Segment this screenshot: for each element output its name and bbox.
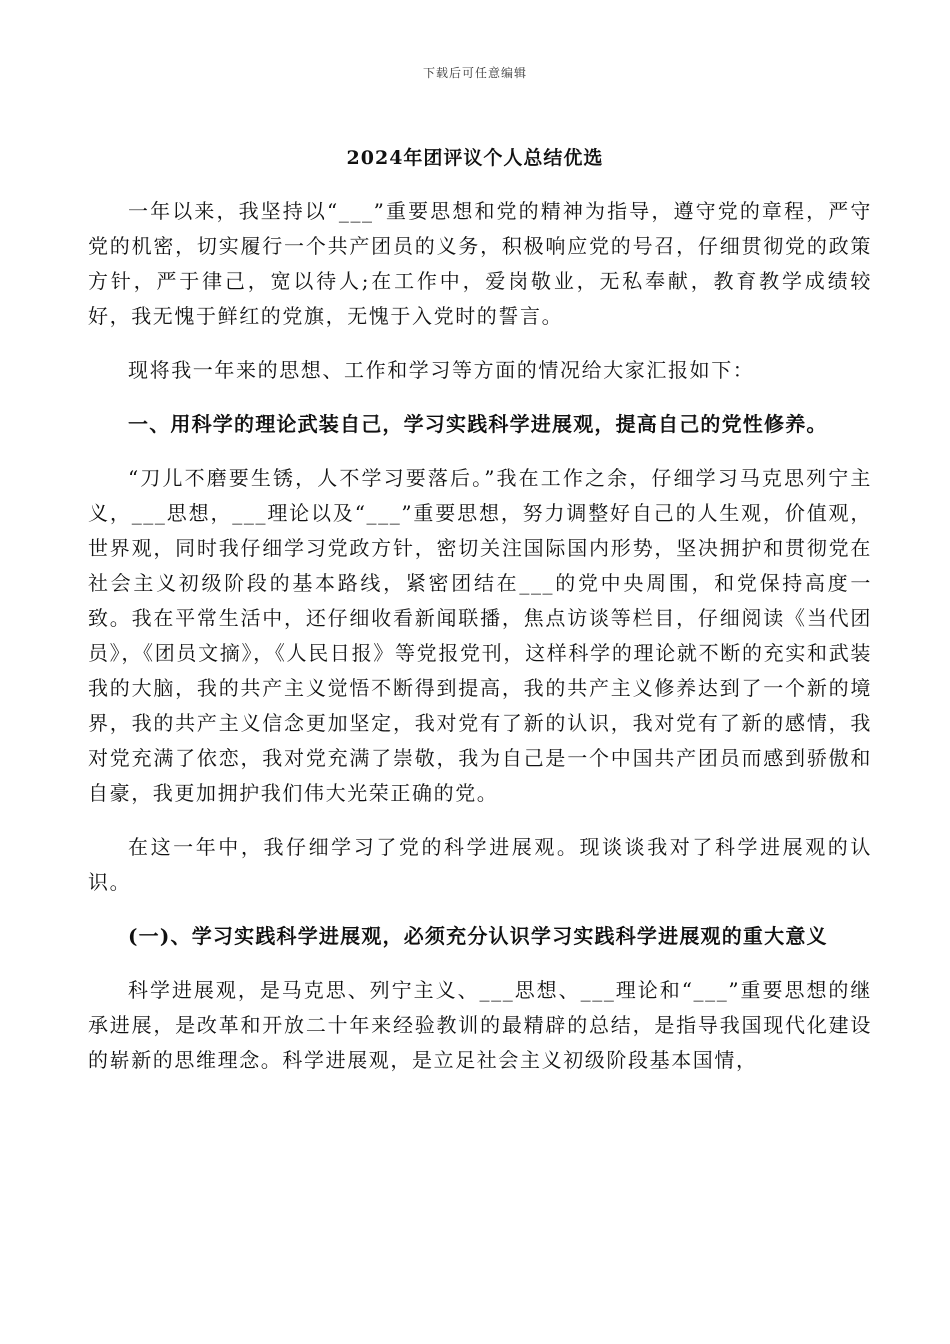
paragraph-scientific-outlook: 在这一年中，我仔细学习了党的科学进展观。现谈谈我对了科学进展观的认识。 bbox=[88, 835, 872, 894]
document-title: 2024年团评议个人总结优选 bbox=[346, 147, 604, 169]
paragraph-study-theory: “刀儿不磨要生锈，人不学习要落后。”我在工作之余，仔细学习马克思列宁主义，___思想，___理论以及“___”重要思想，努力调整好自己的人生观，价值观，世界观，同时我仔细学习党政方针，密切关注国际国内形势，坚决拥护和贯彻党在社会主义初级阶段的基本路线，紧密团结在___的党中央周围，和党保持高度一致。我在平常生活中，还仔细收看新闻联播，焦点访谈等栏目，仔细阅读《当代团员》，《团员文摘》，《人民日报》等党报党刊，这样科学的理论就不断的充实和武装我的大脑，我的共产主义觉悟不断得到提高，我的共产主义修养达到了一个新的境界，我的共产主义信念更加坚定，我对党有了新的认识，我对党有了新的感情，我对党充满了依恋，我对党充满了崇敬，我为自己是一个中国共产团员而感到骄傲和自豪，我更加拥护我们伟大光荣正确的党。 bbox=[88, 466, 872, 805]
paragraph-intro: 一年以来，我坚持以“___”重要思想和党的精神为指导，遵守党的章程，严守党的机密，切实履行一个共产团员的义务，积极响应党的号召，仔细贯彻党的政策方针，严于律己，宽以待人;在工作中，爱岗敬业，无私奉献，教育教学成绩较好，我无愧于鲜红的党旗，无愧于入党时的誓言。 bbox=[88, 199, 872, 328]
subsection-heading-1: (一)、学习实践科学进展观，必须充分认识学习实践科学进展观的重大意义 bbox=[128, 924, 828, 948]
section-heading-1: 一、用科学的理论武装自己，学习实践科学进展观，提高自己的党性修养。 bbox=[128, 412, 828, 436]
document-body bbox=[88, 194, 872, 1097]
header-note: 下载后可任意编辑 bbox=[422, 66, 527, 80]
paragraph-report-lead: 现将我一年来的思想、工作和学习等方面的情况给大家汇报如下： bbox=[128, 358, 755, 382]
paragraph-outlook-definition: 科学进展观，是马克思、列宁主义、___思想、___理论和“___”重要思想的继承进展，是改革和开放二十年来经验教训的最精辟的总结，是指导我国现代化建设的崭新的思维理念。科学进展观，是立足社会主义初级阶段基本国情， bbox=[88, 978, 872, 1072]
